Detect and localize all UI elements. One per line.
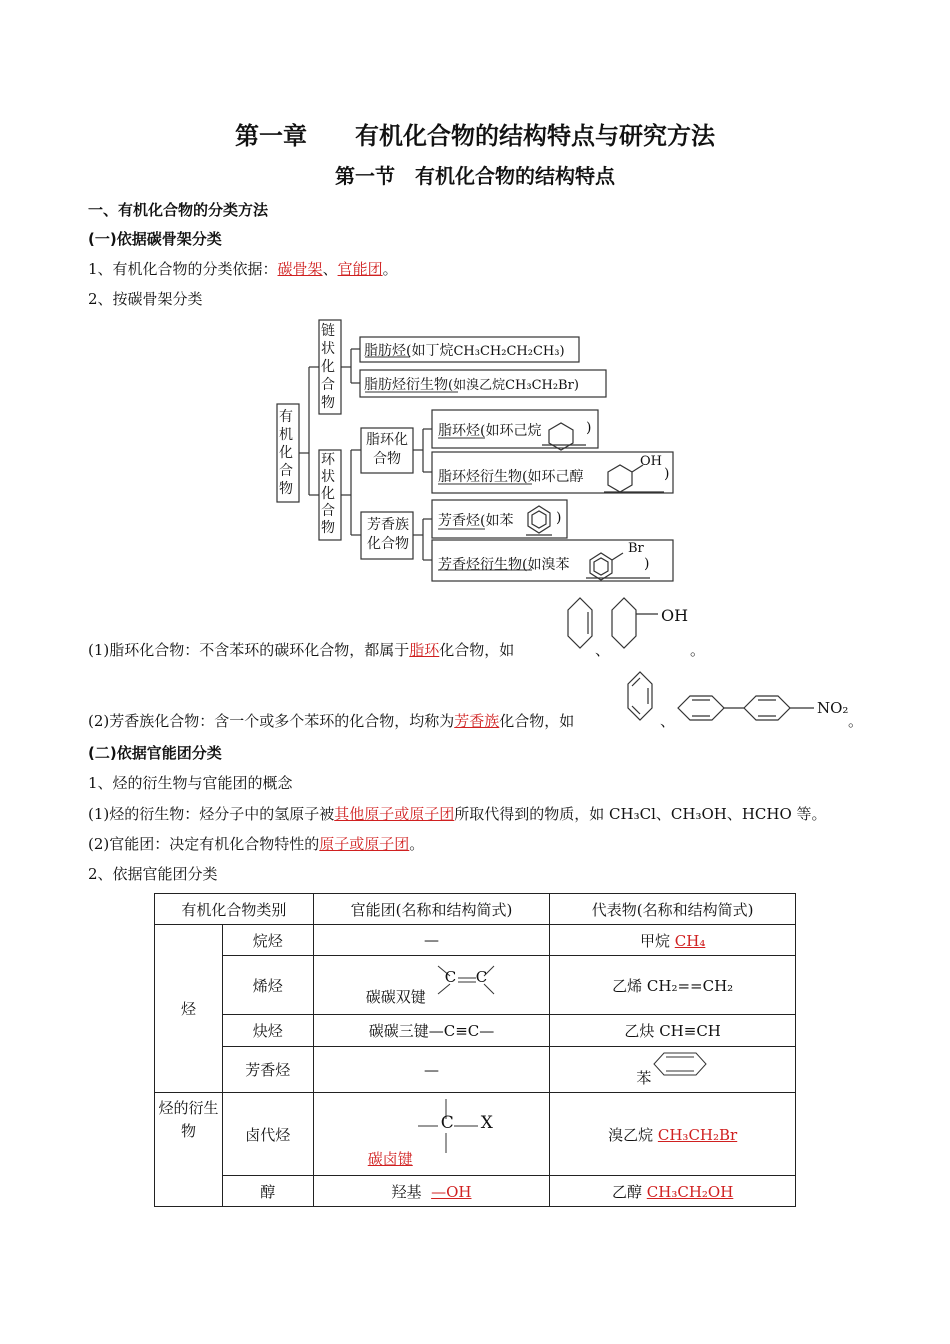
def2-end: 。 — [409, 835, 425, 853]
alicyclic-definition — [88, 639, 514, 660]
answer-aromatic: 芳香族 — [454, 712, 500, 730]
answer-other-atoms: 其他原子或原子团 — [334, 805, 455, 823]
def2-prefix: (2)官能团：决定有机化合物特性的 — [88, 835, 320, 853]
fg-alkene — [313, 956, 550, 1015]
answer-alicyclic: 脂环 — [409, 641, 440, 659]
alicyclic-mid: 化合物，如 — [439, 641, 515, 659]
answer-carbon-skeleton: 碳骨架 — [277, 260, 323, 278]
answer-ch3ch2br: CH₃CH₂Br — [657, 1125, 738, 1144]
rep-alkyne: 乙炔 CH≡CH — [550, 1015, 796, 1047]
fg-alkyne: 碳碳三键—C≡C— — [313, 1015, 550, 1047]
alicyclic-deriv-name: 脂环烃衍生物 — [438, 469, 522, 485]
chapter-title: 第一章 有机化合物的结构特点与研究方法 — [235, 122, 715, 150]
aliphatic-deriv-name: 脂肪烃衍生物 — [364, 377, 448, 393]
heading-classification-methods: 一、有机化合物的分类方法 — [88, 201, 269, 219]
answer-oh: —OH — [431, 1182, 472, 1201]
double-bond-icon — [432, 960, 502, 1000]
subheading-functional-group: (二)依据官能团分类 — [88, 744, 222, 762]
tree-chain-label: 链状化合物 — [321, 323, 335, 411]
aliphatic-deriv-ex: (如溴乙烷CH₃CH₂Br) — [448, 378, 579, 393]
functional-group-definition — [88, 833, 424, 854]
cyclohexanol-icon — [608, 465, 632, 492]
table-row — [155, 956, 796, 1015]
alicyclic-hc-ex: (如环己烷 — [480, 423, 542, 439]
tree-alicyclic-hc — [438, 420, 541, 440]
aromatic-prefix: (2)芳香族化合物：含一个或多个苯环的化合物，均称为 — [88, 712, 455, 730]
by-functional-group-line: 2、依据官能团分类 — [88, 865, 218, 883]
section-title: 第一节 有机化合物的结构特点 — [335, 164, 615, 188]
table-row — [155, 1093, 796, 1176]
rep-ethanol-name: 乙醇 — [611, 1182, 642, 1201]
aromatic-deriv-close: ) — [644, 556, 650, 572]
tree-oh-label: OH — [640, 454, 662, 469]
derivative-definition — [88, 803, 827, 824]
header-class: 有机化合物类别 — [155, 894, 314, 925]
aliphatic-hc-ex: CH₃CH₂CH₂CH₃) — [453, 344, 565, 359]
table-row — [155, 925, 796, 956]
rep-alkane — [550, 925, 796, 956]
tree-alicyclic-deriv — [438, 466, 583, 486]
derivative-concept-line: 1、烃的衍生物与官能团的概念 — [88, 774, 293, 792]
fg-aromatic: — — [313, 1047, 550, 1093]
tree-alicyclic-label: 脂环化合物 — [366, 432, 408, 467]
aromatic-sep: 、 — [660, 712, 676, 730]
tree-ring-label: 环状化合物 — [321, 452, 335, 536]
rep-alkene: 乙烯 CH₂==CH₂ — [550, 956, 796, 1015]
functional-group-table — [154, 893, 796, 1207]
class-alkene: 烯烃 — [222, 956, 313, 1015]
class-aromatic: 芳香烃 — [222, 1047, 313, 1093]
table-row — [155, 1047, 796, 1093]
rep-benzene-name: 苯 — [636, 1069, 652, 1087]
aromatic-deriv-name: 芳香烃衍生物 — [438, 557, 522, 573]
rep-alcohol — [550, 1176, 796, 1207]
alicyclic-oh-label: OH — [661, 606, 689, 625]
alicyclic-end: 。 — [690, 641, 706, 659]
aromatic-hc-name: 芳香烃 — [438, 513, 480, 529]
cyclohexanol-example-icon — [612, 598, 636, 648]
answer-atoms-groups: 原子或原子团 — [319, 835, 410, 853]
alicyclic-deriv-ex: (如环己醇 — [522, 469, 584, 485]
rep-alkane-name: 甲烷 — [639, 931, 670, 950]
aromatic-mid: 化合物，如 — [499, 712, 575, 730]
table-row — [155, 1176, 796, 1207]
alicyclic-sep: 、 — [595, 641, 611, 659]
alicyclic-hc-close: ) — [586, 420, 592, 436]
tree-aromatic-deriv — [438, 554, 569, 574]
aromatic-examples — [620, 664, 840, 728]
aromatic-end: 。 — [848, 712, 864, 730]
aromatic-hc-close: ) — [556, 510, 562, 526]
fg-alkene-c1: C — [444, 968, 457, 986]
class-alkane: 烷烃 — [222, 925, 313, 956]
tree-aliphatic-hc — [364, 340, 565, 360]
aromatic-deriv-ex: (如溴苯 — [522, 557, 570, 573]
def1-prefix: (1)烃的衍生物：烃分子中的氢原子被 — [88, 805, 335, 823]
fg-hydroxyl-name: 羟基 — [391, 1182, 422, 1201]
group-hydrocarbon: 烃 — [155, 925, 223, 1093]
aliphatic-hc-name: 脂肪烃 — [364, 343, 406, 359]
tree-aromatic-hc — [438, 510, 513, 530]
benzene-table-icon — [650, 1049, 714, 1079]
benzene-icon — [528, 506, 550, 533]
table-row — [155, 1015, 796, 1047]
fg-alkene-name: 碳碳双键 — [365, 988, 426, 1006]
header-representative: 代表物(名称和结构简式) — [550, 894, 796, 925]
class-haloalkane: 卤代烃 — [222, 1093, 313, 1176]
aromatic-definition — [88, 710, 574, 731]
by-carbon-skeleton-line: 2、按碳骨架分类 — [88, 290, 203, 308]
subheading-carbon-skeleton: (一)依据碳骨架分类 — [88, 230, 222, 248]
basis-sep: 、 — [322, 260, 338, 278]
fg-alkane: — — [313, 925, 550, 956]
header-functional-group: 官能团(名称和结构简式) — [313, 894, 550, 925]
group-derivative: 烃的衍生物 — [155, 1093, 223, 1207]
table-header-row — [155, 894, 796, 925]
aliphatic-hc-ex-prefix: (如丁烷 — [406, 343, 454, 359]
fg-halo-c: C — [440, 1113, 454, 1133]
fg-halo-x: X — [480, 1113, 493, 1133]
class-alcohol: 醇 — [222, 1176, 313, 1207]
fg-haloalkane — [313, 1093, 550, 1176]
rep-haloalkane — [550, 1093, 796, 1176]
answer-carbon-halogen: 碳卤键 — [367, 1150, 413, 1168]
tree-aromatic-label: 芳香族化合物 — [367, 517, 409, 552]
answer-ch4: CH₄ — [674, 931, 706, 950]
answer-functional-group: 官能团 — [337, 260, 383, 278]
aromatic-hc-ex: (如苯 — [480, 513, 514, 529]
alicyclic-deriv-close: ) — [664, 466, 670, 482]
def1-suffix: 所取代得到的物质，如 CH₃Cl、CH₃OH、HCHO 等。 — [454, 805, 827, 823]
tree-aliphatic-deriv — [364, 374, 579, 394]
answer-ch3ch2oh: CH₃CH₂OH — [646, 1182, 734, 1201]
fg-alkene-c2: C — [475, 968, 488, 986]
rep-halo-name: 溴乙烷 — [608, 1125, 654, 1144]
basis-end: 。 — [382, 260, 398, 278]
class-alkyne: 炔烃 — [222, 1015, 313, 1047]
nitro-label: NO₂ — [817, 699, 849, 717]
rep-aromatic — [550, 1047, 796, 1093]
tree-br-label: Br — [628, 541, 644, 556]
tree-root-label: 有机化合物 — [279, 409, 293, 497]
alicyclic-prefix: (1)脂环化合物：不含苯环的碳环化合物，都属于 — [88, 641, 410, 659]
bromobenzene-icon — [590, 553, 612, 580]
cyclohexane-icon — [549, 423, 573, 450]
basis-prefix: 1、有机化合物的分类依据： — [88, 260, 278, 278]
alicyclic-examples — [560, 592, 710, 662]
alicyclic-hc-name: 脂环烃 — [438, 423, 480, 439]
fg-alcohol — [313, 1176, 550, 1207]
